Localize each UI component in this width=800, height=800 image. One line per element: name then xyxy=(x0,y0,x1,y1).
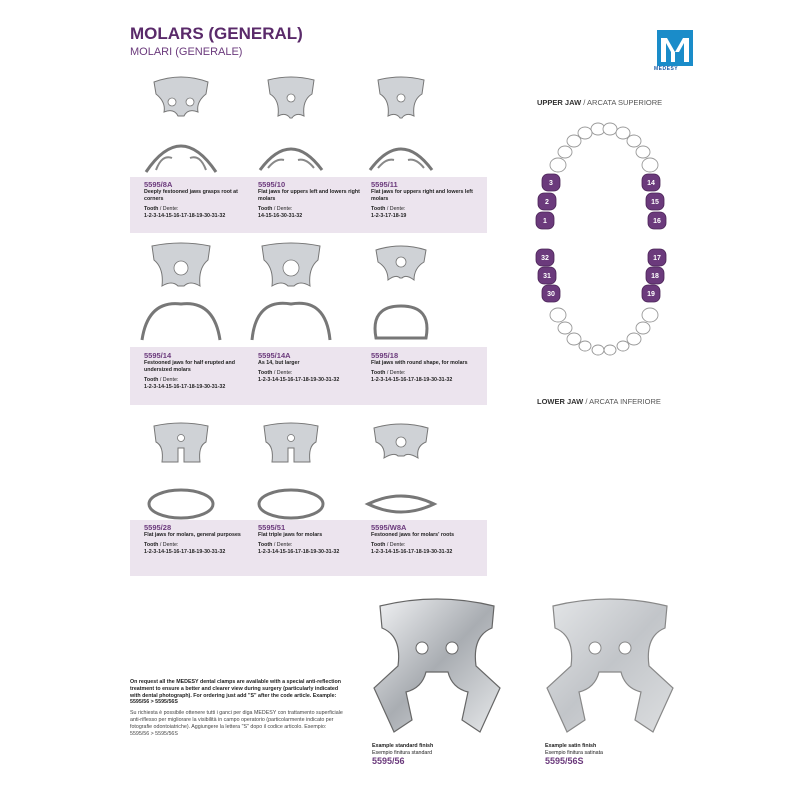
product-description: Flat jaws for uppers left and lowers right molars xyxy=(258,189,360,202)
tooth-label-18: 18 xyxy=(651,273,659,280)
standard-finish-caption xyxy=(372,743,433,767)
product-code: 5595/14A xyxy=(258,351,291,360)
product-description: Flat triple jaws for molars xyxy=(258,532,323,538)
tooth-label-2: 2 xyxy=(545,199,549,206)
caption-code: 5595/56S xyxy=(545,756,584,767)
clamp-5595-14-image xyxy=(136,240,226,348)
dente-label: / Dente: xyxy=(386,206,406,212)
upper-jaw-label: UPPER JAW / ARCATA SUPERIORE xyxy=(537,98,663,107)
product-5595-28 xyxy=(144,523,256,556)
tooth-numbers: 1-2-3-14-15-16-17-18-19-30-31-32 xyxy=(144,384,226,390)
product-5595-18 xyxy=(371,351,483,384)
tooth-numbers: 1-2-3-14-15-16-17-18-19-30-31-32 xyxy=(371,549,453,555)
product-code: 5595/28 xyxy=(144,523,172,532)
product-description: Flat jaws for molars, general purposes xyxy=(144,532,241,538)
dente-label: / Dente: xyxy=(159,206,179,212)
note-english: On request all the MEDESY dental clamps are available with a special anti-reflection treatment to ensure a better and clearer view during surgery (particularly indicated with dental photograph). For ordering just add "S" after the code article. Example: 5595/56 > 5595/56S xyxy=(130,679,341,706)
lower-jaw-label: LOWER JAW / ARCATA INFERIORE xyxy=(537,397,661,406)
page-subtitle: MOLARI (GENERALE) xyxy=(130,46,243,58)
tooth-label-3: 3 xyxy=(549,180,553,187)
tooth-label-15: 15 xyxy=(651,199,659,206)
tooth-numbers: 1-2-3-14-15-16-17-18-19-30-31-32 xyxy=(144,213,226,219)
tooth-label: Tooth xyxy=(258,542,273,548)
tooth-numbers: 1-2-3-14-15-16-17-18-19-30-31-32 xyxy=(144,549,226,555)
tooth-numbers: 14-15-16-30-31-32 xyxy=(258,213,303,219)
dente-label: / Dente: xyxy=(273,542,293,548)
page-title: MOLARS (GENERAL) xyxy=(130,24,303,43)
tooth-label-1: 1 xyxy=(543,218,547,225)
dente-label: / Dente: xyxy=(159,542,179,548)
product-code: 5595/18 xyxy=(371,351,399,360)
tooth-label-17: 17 xyxy=(653,255,661,262)
tooth-label-16: 16 xyxy=(653,218,661,225)
tooth-numbers: 1-2-3-14-15-16-17-18-19-30-31-32 xyxy=(258,377,340,383)
tooth-label: Tooth xyxy=(371,206,386,212)
product-5595-11 xyxy=(371,180,483,220)
tooth-label-14: 14 xyxy=(647,180,655,187)
medesy-logo-icon xyxy=(657,30,693,66)
caption-code: 5595/56 xyxy=(372,756,405,767)
tooth-label: Tooth xyxy=(144,542,159,548)
product-code: 5595/W8A xyxy=(371,523,407,532)
product-code: 5595/10 xyxy=(258,180,286,189)
product-description: Deeply festooned jaws grasps root at corners xyxy=(144,189,238,202)
product-description: Festooned jaws for half erupted and undersized molars xyxy=(144,360,235,373)
product-5595-14a xyxy=(258,351,370,384)
dente-label: / Dente: xyxy=(273,206,293,212)
tooth-label: Tooth xyxy=(371,542,386,548)
clamp-5595-18-image xyxy=(356,240,446,348)
tooth-label-30: 30 xyxy=(547,291,555,298)
product-description: Festooned jaws for molars' roots xyxy=(371,532,455,538)
dente-label: / Dente: xyxy=(386,370,406,376)
tooth-label: Tooth xyxy=(258,206,273,212)
caption-english: Example satin finish xyxy=(545,743,597,749)
tooth-numbers: 1-2-3-14-15-16-17-18-19-30-31-32 xyxy=(371,377,453,383)
tooth-label: Tooth xyxy=(144,206,159,212)
caption-italian: Esempio finitura satinata xyxy=(545,749,604,756)
standard-finish-clamp-image xyxy=(362,592,512,742)
tooth-numbers: 1-2-3-14-15-16-17-18-19-30-31-32 xyxy=(258,549,340,555)
product-description: Flat jaws for uppers right and lowers left molars xyxy=(371,189,473,202)
product-5595-14 xyxy=(144,351,256,391)
satin-finish-clamp-image xyxy=(535,592,685,742)
tooth-label-32: 32 xyxy=(541,255,549,262)
tooth-label: Tooth xyxy=(144,377,159,383)
dente-label: / Dente: xyxy=(273,370,293,376)
tooth-label: Tooth xyxy=(258,370,273,376)
clamp-5595-14a-image xyxy=(246,240,336,348)
clamp-5595-w8a-image xyxy=(356,418,446,526)
clamp-5595-51-image xyxy=(246,418,336,526)
product-code: 5595/11 xyxy=(371,180,398,189)
product-description: Flat jaws with round shape, for molars xyxy=(371,360,468,366)
product-description: As 14, but larger xyxy=(258,360,300,366)
product-code: 5595/14 xyxy=(144,351,172,360)
clamp-5595-10-image xyxy=(246,72,336,180)
product-5595-w8a xyxy=(371,523,483,556)
tooth-label: Tooth xyxy=(371,370,386,376)
upper-arch xyxy=(550,123,658,172)
lower-arch xyxy=(550,308,658,355)
caption-italian: Esempio finitura standard xyxy=(372,749,433,756)
caption-english: Example standard finish xyxy=(372,743,434,749)
product-code: 5595/51 xyxy=(258,523,286,532)
tooth-numbers: 1-2-3-17-18-19 xyxy=(371,213,407,219)
product-5595-51 xyxy=(258,523,370,556)
product-5595-10 xyxy=(258,180,370,220)
brand-name: MEDESY xyxy=(654,66,679,72)
dental-arch-diagram xyxy=(528,115,678,365)
clamp-5595-11-image xyxy=(356,72,446,180)
anti-reflection-note xyxy=(130,679,345,737)
product-code: 5595/8A xyxy=(144,180,173,189)
note-italian: Su richiesta è possibile ottenere tutti i ganci per diga MEDESY con trattamento superficiale anti-riflesso per migliorare la visibilità in campo operatorio (particolarmente indicato per fotografie odontoiatriche). Aggiungere la lettera "S" dopo il codice articolo. Esempio: 5595/56 > 5595/56S xyxy=(130,710,343,737)
satin-finish-caption xyxy=(545,743,603,767)
tooth-label-31: 31 xyxy=(543,273,551,280)
dente-label: / Dente: xyxy=(159,377,179,383)
tooth-label-19: 19 xyxy=(647,291,655,298)
clamp-5595-8a-image xyxy=(136,72,226,180)
dente-label: / Dente: xyxy=(386,542,406,548)
product-5595-8a xyxy=(144,180,256,220)
clamp-5595-28-image xyxy=(136,418,226,526)
